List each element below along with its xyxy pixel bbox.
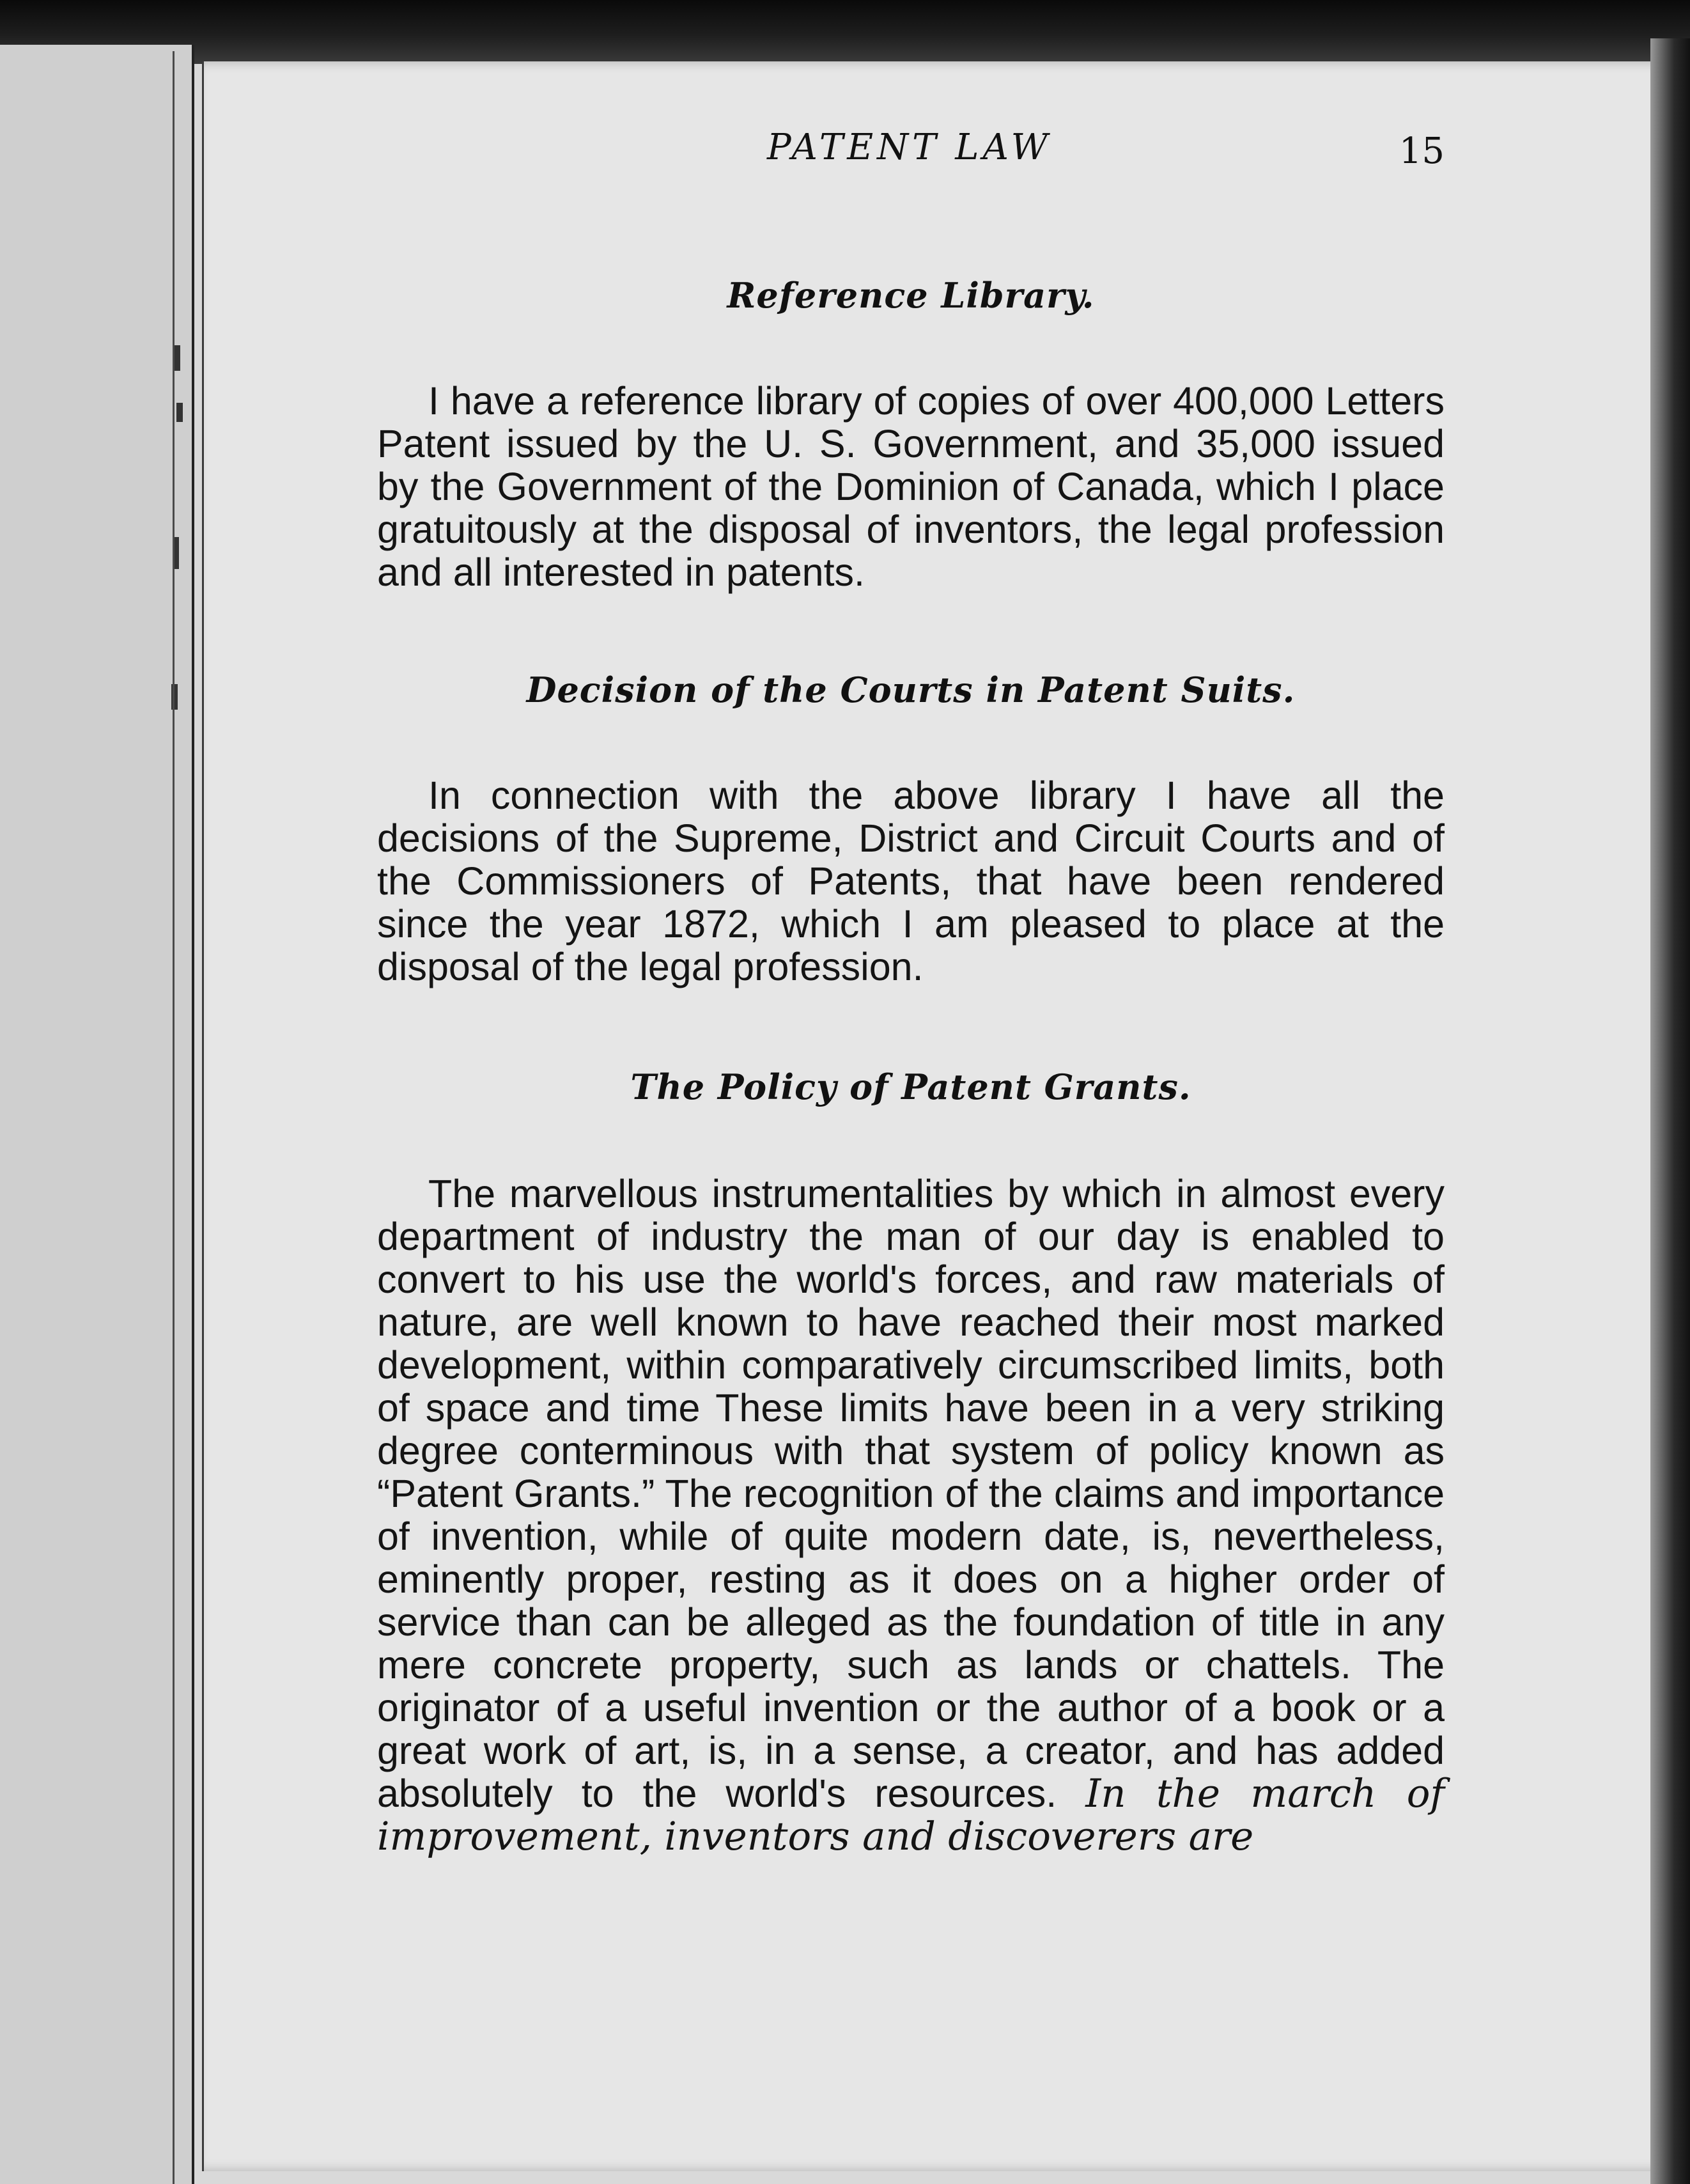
section-heading-court-decisions: Decision of the Courts in Patent Suits. xyxy=(526,669,1296,710)
running-head xyxy=(371,127,1445,178)
section-heading-reference-library: Reference Library. xyxy=(727,275,1095,316)
section-heading-policy-patent-grants: The Policy of Patent Grants. xyxy=(630,1066,1191,1107)
book-block-edge xyxy=(1650,38,1690,2184)
book-top-edge xyxy=(0,0,1690,64)
paragraph-policy-text: The marvellous instrumentalities by which in almost every department of industry the man of our day is enabled to convert to his use the world's forces, and raw materials of nature, are well known to have reached their most marked development, within comparatively circumscribed limits, both of space and time These limits have been in a very striking degree conterminous with that system of policy known as “Patent Grants.” The recognition of the claims and importance of invention, while of quite modern date, is, nevertheless, eminently proper, resting as it does on a higher order of service than can be alleged as the foundation of title in any mere concrete property, such as lands or chattels. The originator of a useful invention or the author of a book or a great work of art, is, in a sense, a creator, and has added absolutely to the world's resources. xyxy=(377,1172,1445,1815)
paragraph-reference-library: I have a reference library of copies of over 400,000 Letters Patent issued by the U. S. Government, and 35,000 issued by the Government of the Dominion of Canada, which I place gratuitously at the disposal of inventors, the legal profession and all interested in patents. xyxy=(377,379,1445,594)
paragraph-policy-patent-grants xyxy=(377,1173,1445,1858)
running-title: PATENT LAW xyxy=(767,127,1052,168)
paragraph-policy-italic-tail: In the march of improvement, inventors and discoverers are xyxy=(377,1771,1445,1859)
facing-page-fragment xyxy=(0,45,194,2184)
page-number: 15 xyxy=(1399,130,1445,172)
page-body xyxy=(377,275,1445,1858)
paragraph-court-decisions: In connection with the above library I have all the decisions of the Supreme, District and Circuit Courts and of the Commissioners of Patents, that have been rendered since the year 1872, which I am pleased to place at the disposal of the legal profession. xyxy=(377,774,1445,988)
binding-gutter xyxy=(173,51,174,2184)
